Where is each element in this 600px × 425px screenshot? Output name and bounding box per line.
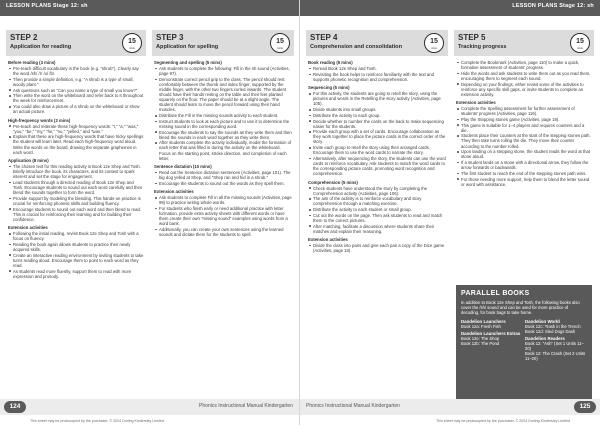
- bullet-item: The first student to reach the end of the stepping stones path wins.: [456, 171, 592, 176]
- section-heading: Application (8 mins): [8, 157, 49, 163]
- parallel-books-box: [456, 285, 592, 407]
- book-title: Book 12: The Crash (Set 2 Units 11–20): [525, 351, 586, 362]
- timer-icon: [122, 33, 142, 53]
- step4-minutes: 15: [430, 38, 438, 45]
- bullet-item: For this activity, the students are going to retell the story, using the pictures and words in the Retelling the story activity (Activities, page 105).: [308, 91, 446, 106]
- step4-subtitle: Comprehension and consolidation: [310, 44, 402, 50]
- bullet-list: [154, 66, 292, 161]
- bullet-item: Provide support by modeling the blending. This hands-on practice is crucial for reinforcing phonetic skills and building fluency.: [8, 196, 144, 206]
- header-bar: [0, 0, 299, 16]
- bullet-item: Ask questions such as "Can you name a type of small you know?": [8, 88, 144, 93]
- bullet-item: Instruct students to look at each picture and to use it to determine the missing sound in the corresponding word.: [154, 119, 292, 129]
- footer-bar: [300, 399, 600, 415]
- step2-minutes: 15: [128, 38, 136, 45]
- parallel-books-col1: [461, 319, 523, 346]
- bullet-item: Invite each group to retell the story using their arranged cards. Encourage them to use the word cards to narrate the story.: [308, 145, 446, 155]
- timer-unit: mins: [431, 46, 437, 50]
- step3-subtitle: Application for spelling: [156, 44, 219, 50]
- bullet-list: [154, 170, 292, 186]
- section-heading: Book reading (5 mins): [308, 60, 353, 65]
- bullet-item: For students who finish early or need additional practice with letter formation, provide extra activity sheets with different words or have them create their own "missing sound" examples using words from a word bank.: [154, 206, 292, 226]
- timer-icon: [570, 33, 590, 53]
- section-heading: Segmenting and spelling (5 mins): [154, 60, 222, 65]
- book-title: Book 12: "Ash" (Set 1 Units 11–20): [525, 341, 584, 352]
- bullet-item: You could also draw a picture of a shrub on the whiteboard or show an actual picture.: [8, 104, 144, 114]
- bullet-list: [8, 66, 144, 114]
- timer-unit: mins: [277, 46, 283, 50]
- bullet-item: Pre-teach and reiterate these high-frequency words: "I," "a," "was," "you," "be," "my," "he," "no," "yelled," and "was.": [8, 124, 144, 134]
- section-heading: High-frequency words (2 mins): [8, 117, 71, 123]
- parallel-books-intro: In addition to Book 12e Shep and Tosh, the following books also cover the /sh/ sound and can be used for more practice of decoding, for book bags to take home.: [461, 300, 580, 315]
- step5-header: [454, 30, 594, 56]
- bullet-item: If a student lands on a stone with a directional arrow, they follow the arrow forwards or backwards.: [456, 160, 592, 170]
- step3-minutes: 15: [276, 38, 284, 45]
- bullet-item: Students place their counters at the start of the stepping stones path. They then take turns rolling the die. They move their counter according to the number rolled.: [456, 133, 592, 148]
- right-page: [300, 0, 600, 425]
- bullet-item: Encourage the students to say the sounds as they write them and then blend the sounds in each word together as they write them.: [154, 130, 292, 140]
- section-heading: Extension activities: [308, 237, 348, 242]
- book-title: Book 12e: The Shop: [461, 336, 500, 342]
- step3-header: [152, 30, 294, 56]
- bullet-list: [308, 66, 446, 82]
- bullet-list: [456, 106, 592, 187]
- bullet-item: Reread Book 12e Shep and Tosh.: [308, 66, 446, 71]
- bullet-list: [308, 186, 446, 234]
- bullet-item: Distribute the activity to each student or small group.: [308, 207, 446, 212]
- step2-number: STEP 2: [10, 33, 38, 42]
- bullet-item: Ask students to complete Fill in all the missing sounds (Activities, page 99) to practice writing whole words.: [154, 195, 292, 205]
- bullet-item: Divide students into small groups.: [308, 107, 446, 112]
- step2-content: [8, 60, 144, 381]
- bullet-item: This game is suitable for 1–4 players and requires counters and a die.: [456, 123, 592, 133]
- timer-unit: mins: [129, 46, 135, 50]
- bullet-item: The chosen text for this reading activity is Book 12e Shep and Tosh. Briefly introduce the book, its characters, and its context to spark interest and set the stage for engagement.: [8, 164, 144, 179]
- bullet-list: [308, 91, 446, 176]
- header-label: LESSON PLANS Stage 12: sh: [6, 3, 88, 9]
- bullet-item: Demonstrate correct pencil grip to the class. The pencil should rest comfortably between the thumb and index finger, supported by the middle finger, with the other two fingers curled inwards. The student should have their hands resting on the table and their feet planted squarely on the floor. The paper should be at a slight angle. The student should learn to move the pencil forward using their hand muscles.: [154, 77, 292, 113]
- timer-unit: mins: [577, 46, 583, 50]
- bullet-item: Upon landing on a stepping stone, the student reads the word at that stone aloud.: [456, 149, 592, 159]
- page-number: 125: [574, 401, 596, 413]
- header-bar: [300, 0, 600, 16]
- section-heading: Comprehension (5 mins): [308, 179, 358, 185]
- page-number: 124: [4, 401, 26, 413]
- bullet-item: Distribute the Fill in the missing sounds activity to each student.: [154, 113, 292, 118]
- step4-content: [308, 60, 446, 381]
- bullet-item: Hide the words and ask students to write them out as you read them, encouraging them to segment each sound.: [456, 71, 592, 81]
- parallel-books-grid: [461, 319, 587, 389]
- bullet-item: Depending on your findings, either revisit some of the activities to reinforce any specific skill gaps, or invite students to complete an extension activity.: [456, 82, 592, 97]
- section-heading: Extension activities: [456, 100, 496, 106]
- bullet-item: Alternatively, after sequencing the story, the students can use the word cards to reinforce vocabulary. Ask students to match the word cards to the corresponding picture cards, promoting word recognition and comprehension.: [308, 156, 446, 176]
- bullet-item: Following the initial reading, revisit Book 12e Shep and Tosh with a focus on fluency.: [8, 231, 144, 241]
- section-heading: Before reading (3 mins): [8, 60, 56, 65]
- footer-title: Phonics Instructional Manual Kindergarten: [199, 403, 293, 409]
- bullet-item: Reading the book again allows students to practice their newly acquired skills.: [8, 242, 144, 252]
- bullet-item: Create an interactive reading environment by inviting students to take turns reading aloud. Encourage them to point to each word as they read.: [8, 253, 144, 268]
- copyright-note: This sheet may be photocopied by the purchaser. © 2024 Dorling Kindersley Limited: [436, 419, 570, 423]
- bullet-item: Ask students to complete the following: Fill in the sh sound (Activities, page 97).: [154, 66, 292, 76]
- book-title: Book 12d: Sled Dogs Dash: [525, 329, 576, 334]
- bullet-item: Provide each group with a set of cards. Encourage collaboration as they work together to place the picture cards in the correct order of the story.: [308, 129, 446, 144]
- bullet-item: Cut out the words on the page. Then ask students to read and match them to the correct pictures.: [308, 213, 446, 223]
- bullet-item: For those needing more support, help them to blend the letter sound or word with assistance.: [456, 177, 592, 187]
- step5-subtitle: Tracking progress: [458, 44, 507, 50]
- bullet-list: [308, 243, 446, 253]
- bullet-item: Play the Stepping stones game (Activities, page 19).: [456, 117, 592, 122]
- step4-number: STEP 4: [310, 33, 338, 42]
- bullet-item: Lead students through a directed reading of Book 12e Shep and Tosh. Encourage students to sound out each word carefully and then blend the sounds together to form the word.: [8, 180, 144, 195]
- parallel-books-col2: [525, 319, 587, 361]
- step5-number: STEP 5: [458, 33, 486, 42]
- bullet-item: Decide whether to number the cards on the back to make sequencing easier for the students.: [308, 119, 446, 129]
- bullet-item: Encourage the students to sound out the words as they spell them.: [154, 181, 292, 186]
- step5-content: [456, 60, 592, 283]
- bullet-list: [456, 60, 592, 97]
- timer-icon: [424, 33, 444, 53]
- bullet-item: After students complete the activity individually, model the formation of each letter that was filled in during the activity on the whiteboard. Focus on the starting point, stroke direction, and completion of each letter.: [154, 140, 292, 160]
- bullet-item: Complete the Spelling assessment for further assessment of students' progress (Activities, page 116).: [456, 106, 592, 116]
- footer-bar: [0, 399, 299, 415]
- bullet-item: Distribute the activity to each group.: [308, 113, 446, 118]
- step2-subtitle: Application for reading: [10, 44, 72, 50]
- section-heading: Extension activities: [154, 189, 194, 195]
- series-heading: Dandelion Launchers: [461, 319, 506, 324]
- book-title: Book 12b: The Pond: [461, 341, 500, 347]
- series-heading: Dandelion Readers: [525, 336, 565, 342]
- step2-header: [6, 30, 146, 56]
- bullet-item: Explain that these are high-frequency words that have tricky spellings the student will learn later. Read each high-frequency word aloud. Write the words on the board, drawing the separate graphemes in each word.: [8, 134, 144, 154]
- series-heading: Dandelion Launchers Extras: [461, 331, 521, 337]
- bullet-item: Then write the word on the whiteboard and refer back to it throughout the week for reinforcement.: [8, 93, 144, 103]
- series-heading: Dandelion World: [525, 319, 560, 324]
- timer-icon: [270, 33, 290, 53]
- step4-header: [306, 30, 448, 56]
- bullet-item: As students read more fluently, support them to read with more expression and prosody.: [8, 269, 144, 279]
- bullet-item: Complete the Bookmark (Activities, page 110) to make a quick, formative assessment of students' progress.: [456, 60, 592, 70]
- book-title: Book 12c: Trash in the Trench: [525, 324, 581, 329]
- bullet-item: Check students have understood the story by completing the Comprehension activity (Activities, page 106).: [308, 186, 446, 196]
- step3-number: STEP 3: [156, 33, 184, 42]
- bullet-list: [154, 195, 292, 237]
- section-heading: Extension activities: [8, 225, 48, 231]
- bullet-item: The aim of the activity is to reinforce vocabulary and story comprehension through a matching exercise.: [308, 196, 446, 206]
- header-label: LESSON PLANS Stage 12: sh: [512, 3, 594, 9]
- parallel-books-title: PARALLEL BOOKS: [461, 290, 530, 297]
- bullet-list: [8, 124, 144, 155]
- step3-content: [154, 60, 292, 381]
- book-title: Book 12a: Fresh Fish: [461, 324, 501, 329]
- bullet-item: Pre-teach difficult vocabulary in the book (e.g. "shrub"). Clearly say the word /sh/ /r/ /u/ /b/.: [8, 66, 144, 76]
- step5-minutes: 15: [576, 38, 584, 45]
- section-heading: Sequencing (5 mins): [308, 85, 350, 91]
- bullet-item: Revisiting the book helps to reinforce familiarity with the text and supports phonetic recognition and comprehension.: [308, 72, 446, 82]
- bullet-list: [8, 231, 144, 279]
- bullet-item: Encourage students to sound out each word and then blend to read. This is crucial for reinforcing their learning and for building their confidence.: [8, 207, 144, 222]
- section-heading: Sentence dictation (10 mins): [154, 163, 212, 169]
- bullet-item: Read out the Sentence dictation sentences (Activities, page 101). The big dog yelled at Shep, and "Shep ran and hid in a shrub.": [154, 170, 292, 180]
- bullet-item: Then provide a simple definition, e.g. "A shrub is a type of small, woody plant.": [8, 77, 144, 87]
- copyright-note: This sheet may be photocopied by the purchaser. © 2024 Dorling Kindersley Limited: [30, 419, 164, 423]
- footer-title: Phonics Instructional Manual Kindergarten: [306, 403, 400, 409]
- bullet-item: Additionally, you can create your own sentences using the learned sounds and dictate them for the students to spell.: [154, 227, 292, 237]
- bullet-list: [8, 164, 144, 222]
- bullet-item: Divide the class into pairs and give each pair a copy of the Dice game (Activities, page 18).: [308, 243, 446, 253]
- bullet-item: After matching, facilitate a discussion where students share their matches and explain their reasoning.: [308, 224, 446, 234]
